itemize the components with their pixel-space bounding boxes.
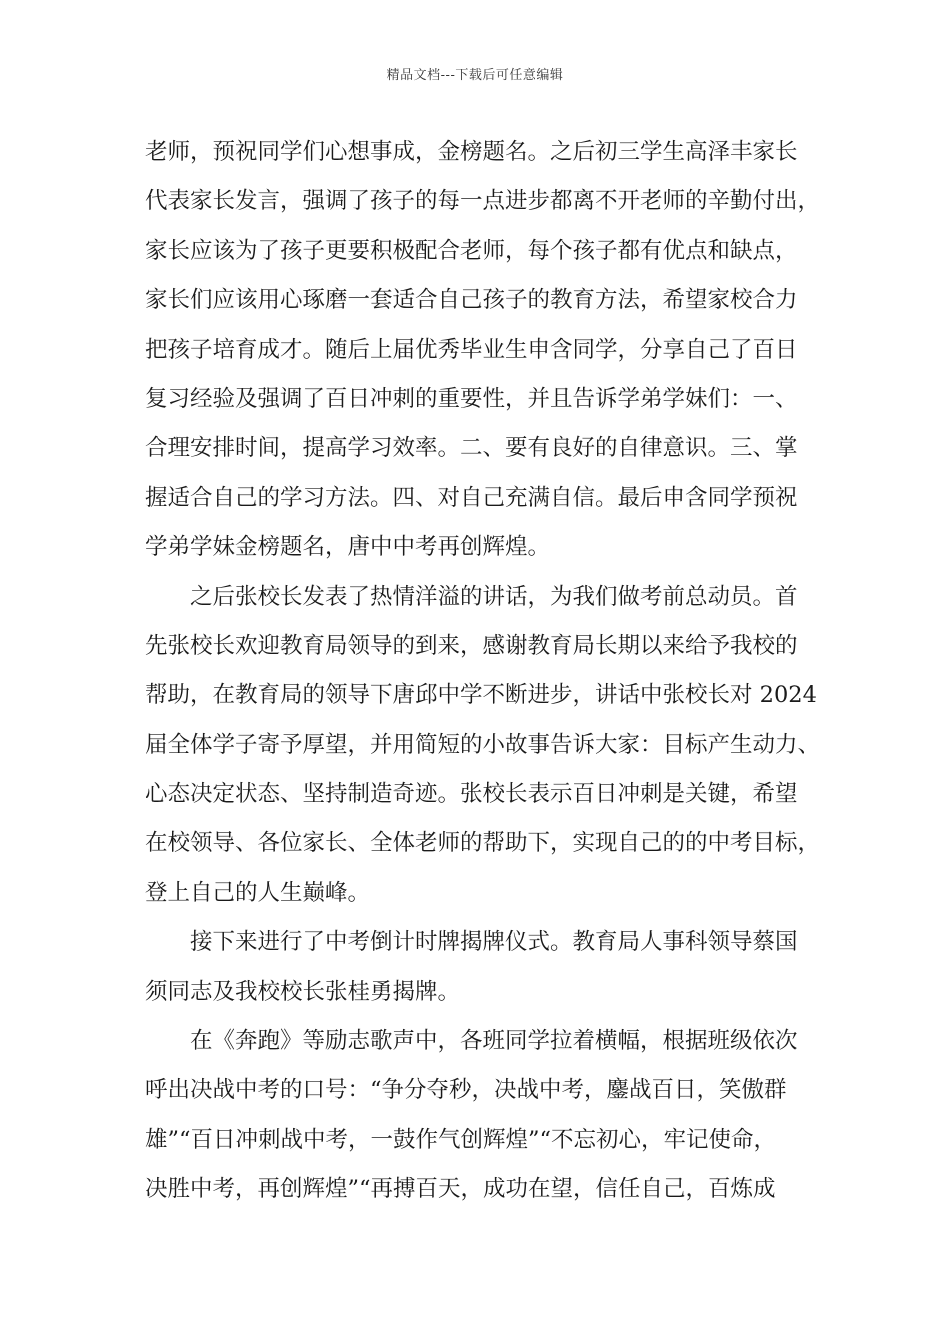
text-line: 在《奔跑》等励志歌声中，各班同学拉着横幅，根据班级依次 [190, 1028, 798, 1055]
text-line: 合理安排时间，提高学习效率。二、要有良好的自律意识。三、掌 [145, 435, 798, 462]
text-line: 家长们应该用心琢磨一套适合自己孩子的教育方法，希望家校合力 [145, 287, 798, 314]
text-line: 登上自己的人生巅峰。 [145, 879, 371, 906]
text-line: 握适合自己的学习方法。四、对自己充满自信。最后申含同学预祝 [145, 484, 798, 511]
paragraph [145, 573, 820, 919]
paragraph [145, 1017, 820, 1215]
page-header: 精品文档---下载后可任意编辑 [386, 68, 564, 83]
text-line: 老师，预祝同学们心想事成，金榜题名。之后初三学生高泽丰家长 [145, 139, 798, 165]
text-line: 先张校长欢迎教育局领导的到来，感谢教育局长期以来给予我校的 [145, 632, 798, 659]
text-line: 雄”“百日冲刺战中考，一鼓作气创辉煌”“不忘初心，牢记使命， [145, 1126, 777, 1153]
text-line: 心态决定状态、坚持制造奇迹。张校长表示百日冲刺是关键，希望 [145, 781, 798, 808]
text-line: 在校领导、各位家长、全体老师的帮助下，实现自己的的中考目标， [145, 830, 821, 857]
text-line: 届全体学子寄予厚望，并用简短的小故事告诉大家：目标产生动力、 [145, 731, 821, 758]
text-line: 呼出决战中考的口号：“争分夺秒，决战中考，鏖战百日，笑傲群 [145, 1077, 787, 1104]
text-line: 之后张校长发表了热情洋溢的讲话，为我们做考前总动员。首 [190, 583, 798, 610]
text-line: 须同志及我校校长张桂勇揭牌。 [145, 978, 461, 1005]
paragraph [145, 128, 820, 573]
paragraph [145, 918, 820, 1017]
text-line: 接下来进行了中考倒计时牌揭牌仪式。教育局人事科领导蔡国 [190, 929, 798, 956]
text-line: 决胜中考，再创辉煌”“再搏百天，成功在望，信任自己，百炼成 [145, 1176, 776, 1203]
text-line: 学弟学妹金榜题名，唐中中考再创辉煌。 [145, 534, 551, 561]
text-line: 复习经验及强调了百日冲刺的重要性，并且告诉学弟学妹们：一、 [145, 385, 798, 412]
text-line: 代表家长发言，强调了孩子的每一点进步都离不开老师的辛勤付出， [145, 188, 821, 215]
text-line: 把孩子培育成才。随后上届优秀毕业生申含同学，分享自己了百日 [145, 336, 798, 363]
text-line: 家长应该为了孩子更要积极配合老师，每个孩子都有优点和缺点， [145, 237, 798, 264]
document-body [145, 128, 820, 1215]
text-line: 帮助，在教育局的领导下唐邱中学不断进步，讲话中张校长对 2024 [145, 682, 817, 709]
